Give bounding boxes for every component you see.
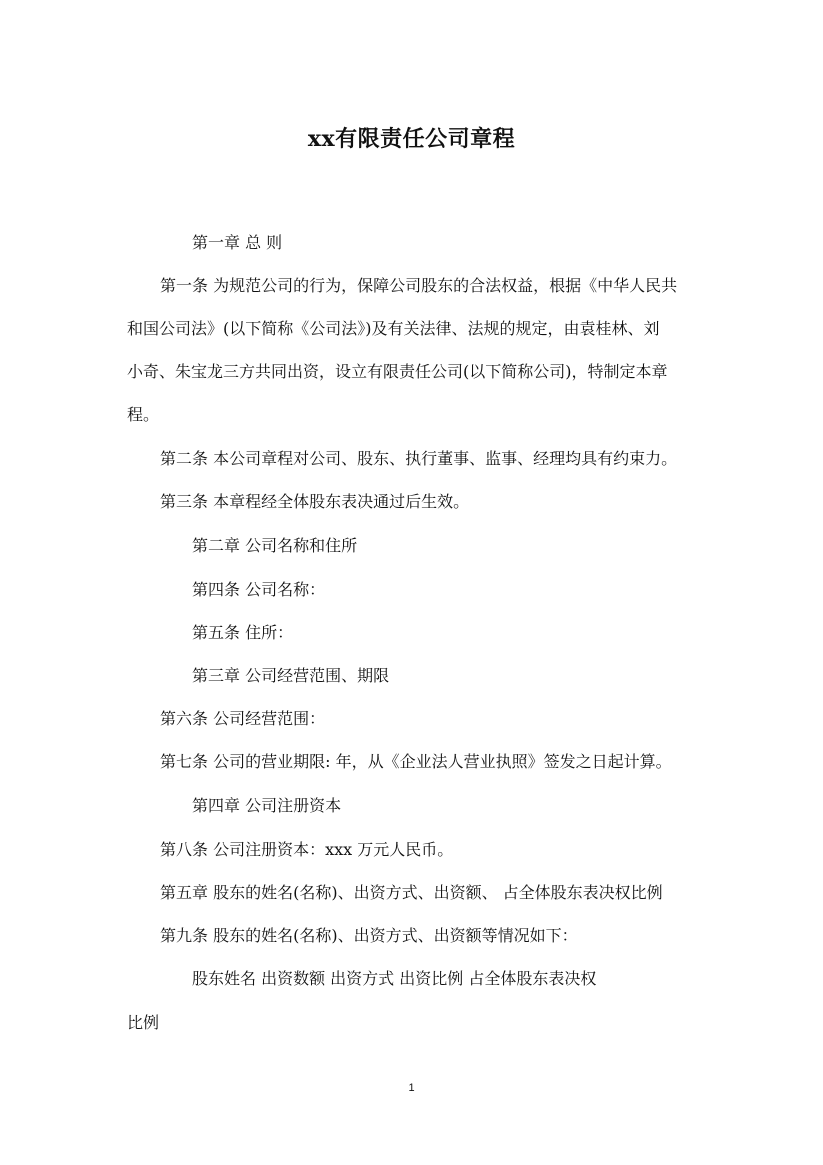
article-1-line-3: 小奇、朱宝龙三方共同出资，设立有限责任公司(以下简称公司)，特制定本章 <box>127 362 668 381</box>
article-2: 第二条 本公司章程对公司、股东、执行董事、监事、经理均具有约束力。 <box>160 449 678 468</box>
article-8: 第八条 公司注册资本：xxx 万元人民币。 <box>160 840 454 859</box>
article-1-line-1: 第一条 为规范公司的行为，保障公司股东的合法权益，根据《中华人民共 <box>160 276 678 295</box>
article-3: 第三条 本章程经全体股东表决通过后生效。 <box>160 492 470 511</box>
chapter-2-heading: 第二章 公司名称和住所 <box>192 536 358 555</box>
shareholder-table-header: 股东姓名 出资数额 出资方式 出资比例 占全体股东表决权 <box>192 969 597 988</box>
document-title: xx有限责任公司章程 <box>307 126 516 152</box>
article-9: 第九条 股东的姓名(名称)、出资方式、出资额等情况如下： <box>160 926 578 945</box>
article-6: 第六条 公司经营范围： <box>160 709 326 728</box>
article-5: 第五条 住所： <box>192 623 294 642</box>
article-1-line-2: 和国公司法》(以下简称《公司法》)及有关法律、法规的规定，由袁桂林、刘 <box>127 319 660 338</box>
shareholder-table-header-wrap: 比例 <box>127 1013 160 1032</box>
article-7: 第七条 公司的营业期限: 年，从《企业法人营业执照》签发之日起计算。 <box>160 752 672 771</box>
chapter-5-heading: 第五章 股东的姓名(名称)、出资方式、出资额、 占全体股东表决权比例 <box>160 883 663 902</box>
page-number: 1 <box>408 1082 415 1094</box>
chapter-4-heading: 第四章 公司注册资本 <box>192 796 342 815</box>
chapter-3-heading: 第三章 公司经营范围、期限 <box>192 666 390 685</box>
chapter-1-heading: 第一章 总 则 <box>192 233 283 252</box>
article-1-line-4: 程。 <box>127 405 160 424</box>
article-4: 第四条 公司名称： <box>192 580 326 599</box>
